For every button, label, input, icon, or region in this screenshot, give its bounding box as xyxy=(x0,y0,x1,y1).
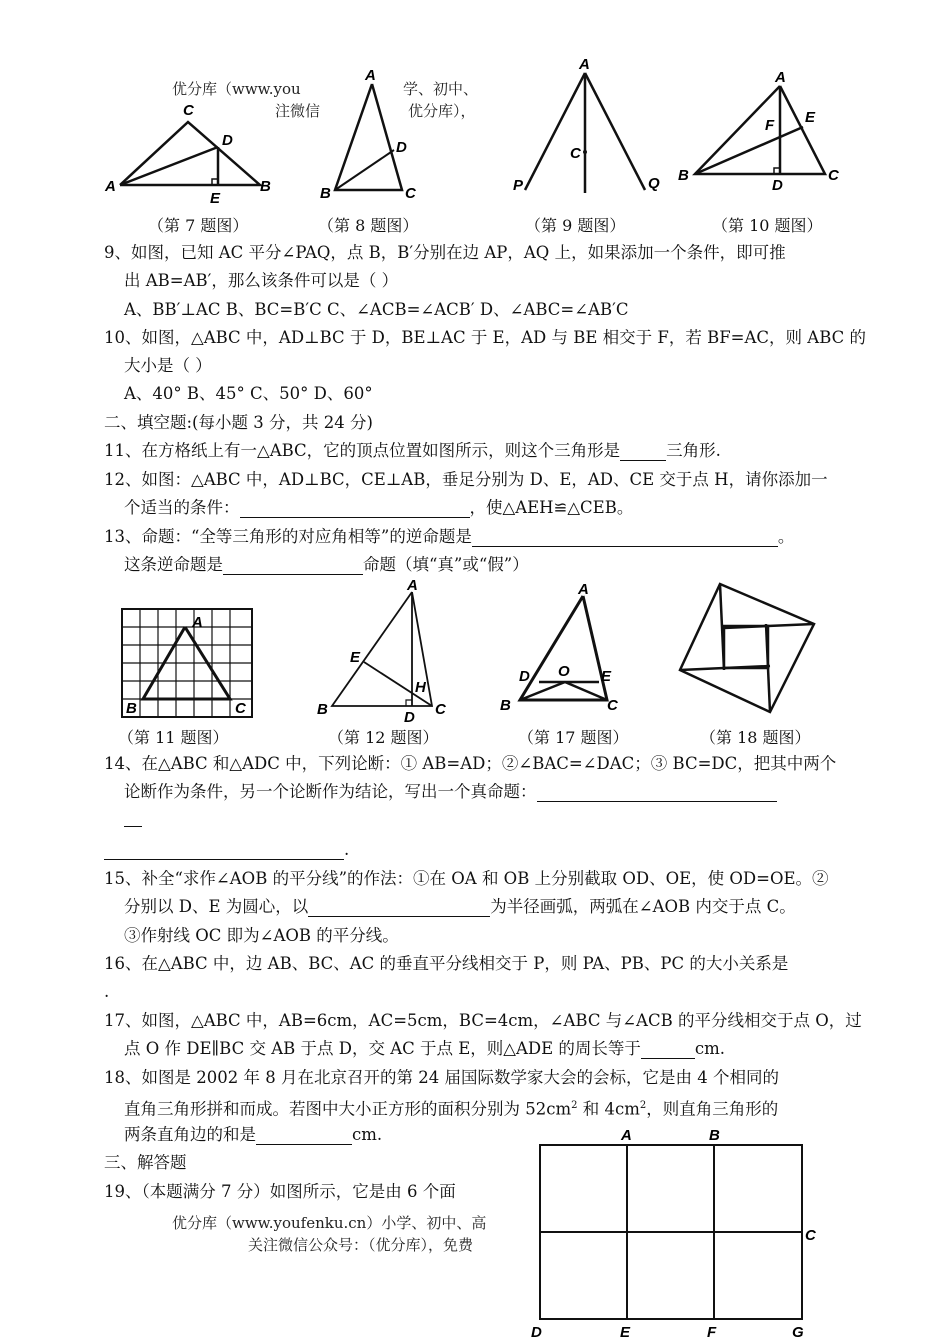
label-A: A xyxy=(579,56,590,73)
label-B: B xyxy=(317,701,328,718)
label-B: B xyxy=(678,167,689,184)
caption-fig11: （第 11 题图） xyxy=(118,728,229,747)
q18-line1: 18、如图是 2002 年 8 月在北京召开的第 24 届国际数学家大会的会标，它是由 4 个相同的 xyxy=(104,1068,779,1087)
label-F: F xyxy=(765,117,775,134)
label-H: H xyxy=(415,679,426,696)
figure-11 xyxy=(118,605,258,723)
watermark-line2: 注微信 xyxy=(275,102,321,120)
caption-fig12: （第 12 题图） xyxy=(328,728,439,747)
watermark-bottom-line1: 优分库（www.youfenku.cn）小学、初中、高 xyxy=(172,1214,487,1232)
section3-heading: 三、解答题 xyxy=(104,1153,187,1172)
figure-10 xyxy=(675,62,850,197)
label-E: E xyxy=(620,1324,631,1340)
q16-end: . xyxy=(104,982,110,1001)
label-E: E xyxy=(601,668,612,685)
label-B: B xyxy=(260,178,271,195)
label-C: C xyxy=(405,185,416,202)
caption-fig7: （第 7 题图） xyxy=(148,216,249,235)
label-D: D xyxy=(396,139,407,156)
caption-fig18: （第 18 题图） xyxy=(700,728,811,747)
label-E: E xyxy=(210,190,221,205)
label-B: B xyxy=(126,700,137,717)
label-C: C xyxy=(607,697,618,714)
watermark-bottom-line2: 关注微信公众号：（优分库），免费 xyxy=(248,1236,474,1254)
caption-fig17: （第 17 题图） xyxy=(518,728,629,747)
label-B: B xyxy=(500,697,511,714)
q12-line1: 12、如图：△ABC 中，AD⊥BC，CE⊥AB，垂足分别为 D、E，AD、CE 交于点 H，请你添加一 xyxy=(104,470,828,489)
label-Q: Q xyxy=(648,175,660,192)
q10-line2: 大小是（ ） xyxy=(124,356,212,375)
label-A: A xyxy=(775,69,786,86)
q13-line2: 这条逆命题是 命题（填“真”或“假”） xyxy=(124,555,529,574)
label-G: G xyxy=(792,1324,804,1340)
label-D: D xyxy=(531,1324,542,1340)
q16-line1: 16、在△ABC 中，边 AB、BC、AC 的垂直平分线相交于 P，则 PA、PB、PC 的大小关系是 xyxy=(104,954,789,973)
label-E: E xyxy=(350,649,361,666)
figure-8 xyxy=(310,62,430,202)
label-C: C xyxy=(570,145,581,162)
figure-9 xyxy=(505,55,675,200)
q9-options: A、BB′⊥AC B、BC=B′C C、∠ACB=∠ACB′ D、∠ABC=∠AB′C xyxy=(124,300,629,319)
label-E: E xyxy=(805,109,816,126)
caption-fig9: （第 9 题图） xyxy=(525,216,626,235)
figure-18 xyxy=(672,578,822,718)
q12-line2: 个适当的条件： ，使△AEH≌△CEB。 xyxy=(124,498,634,517)
q18-line3: 两条直角边的和是 cm. xyxy=(124,1125,383,1144)
label-D: D xyxy=(772,177,783,194)
q13-line1: 13、命题：“全等三角形的对应角相等”的逆命题是 。 xyxy=(104,527,795,546)
label-C: C xyxy=(828,167,839,184)
q11: 11、在方格纸上有一△ABC，它的顶点位置如图所示，则这个三角形是 三角形. xyxy=(104,441,721,460)
q14-line3: . xyxy=(104,840,349,860)
watermark-line1: 优分库（www.you xyxy=(172,80,301,98)
label-P: P xyxy=(513,177,524,194)
figure-7 xyxy=(100,95,280,205)
label-A: A xyxy=(407,578,418,594)
q15-line3: ③作射线 OC 即为∠AOB 的平分线。 xyxy=(124,926,399,945)
label-D: D xyxy=(222,132,233,149)
label-A: A xyxy=(621,1127,632,1144)
label-C: C xyxy=(235,700,246,717)
label-C: C xyxy=(435,701,446,718)
q17-line1: 17、如图，△ABC 中，AB=6cm，AC=5cm，BC=4cm，∠ABC 与∠ACB 的平分线相交于点 O，过 xyxy=(104,1011,862,1030)
figure-17 xyxy=(495,578,635,718)
q17-line2: 点 O 作 DE∥BC 交 AB 于点 D，交 AC 于点 E，则△ADE 的周长等于 cm. xyxy=(124,1039,726,1058)
label-D: D xyxy=(519,668,530,685)
watermark-mid1: 学、初中、 xyxy=(403,80,479,98)
label-A: A xyxy=(578,581,589,598)
q14-blank-cont xyxy=(124,826,142,827)
q9-line2: 出 AB=AB′，那么该条件可以是（ ） xyxy=(124,271,399,290)
label-C: C xyxy=(183,102,194,119)
label-B: B xyxy=(709,1127,720,1144)
q15-line1: 15、补全“求作∠AOB 的平分线”的作法：①在 OA 和 OB 上分别截取 OD、OE，使 OD=OE。② xyxy=(104,869,829,888)
q10-line1: 10、如图，△ABC 中，AD⊥BC 于 D，BE⊥AC 于 E，AD 与 BE 相交于 F，若 BF=AC，则 ABC 的 xyxy=(104,328,866,347)
figure-19 xyxy=(525,1122,825,1340)
q18-line2: 直角三角形拼和而成。若图中大小正方形的面积分别为 $52cm^2$ 和 $4cm^2$，则直角三角形的 xyxy=(124,1099,779,1119)
q14-line1: 14、在△ABC 和△ADC 中，下列论断：① AB=AD；②∠BAC=∠DAC；③ BC=DC，把其中两个 xyxy=(104,754,837,773)
section2-heading: 二、填空题:(每小题 3 分，共 24 分) xyxy=(104,413,373,432)
caption-fig8: （第 8 题图） xyxy=(318,216,419,235)
label-O: O xyxy=(558,663,570,680)
q19-line1: 19、（本题满分 7 分）如图所示，它是由 6 个面 xyxy=(104,1182,456,1201)
label-A: A xyxy=(365,67,376,84)
q9-line1: 9、如图，已知 AC 平分∠PAQ，点 B，B′分别在边 AP，AQ 上，如果添加一个条件，即可推 xyxy=(104,243,786,262)
q15-line2: 分别以 D、E 为圆心，以 为半径画弧，两弧在∠AOB 内交于点 C。 xyxy=(124,897,796,916)
caption-fig10: （第 10 题图） xyxy=(712,216,823,235)
label-C: C xyxy=(805,1227,816,1244)
figure-12 xyxy=(312,578,452,726)
q14-line2: 论断作为条件，另一个论断作为结论，写出一个真命题： xyxy=(124,782,777,802)
label-A: A xyxy=(192,614,203,631)
label-B: B xyxy=(320,185,331,202)
q10-options: A、40° B、45° C、50° D、60° xyxy=(124,384,373,403)
label-D: D xyxy=(404,709,415,726)
label-A: A xyxy=(105,178,116,195)
watermark-mid2: 优分库）， xyxy=(408,102,476,120)
label-F: F xyxy=(707,1324,717,1340)
